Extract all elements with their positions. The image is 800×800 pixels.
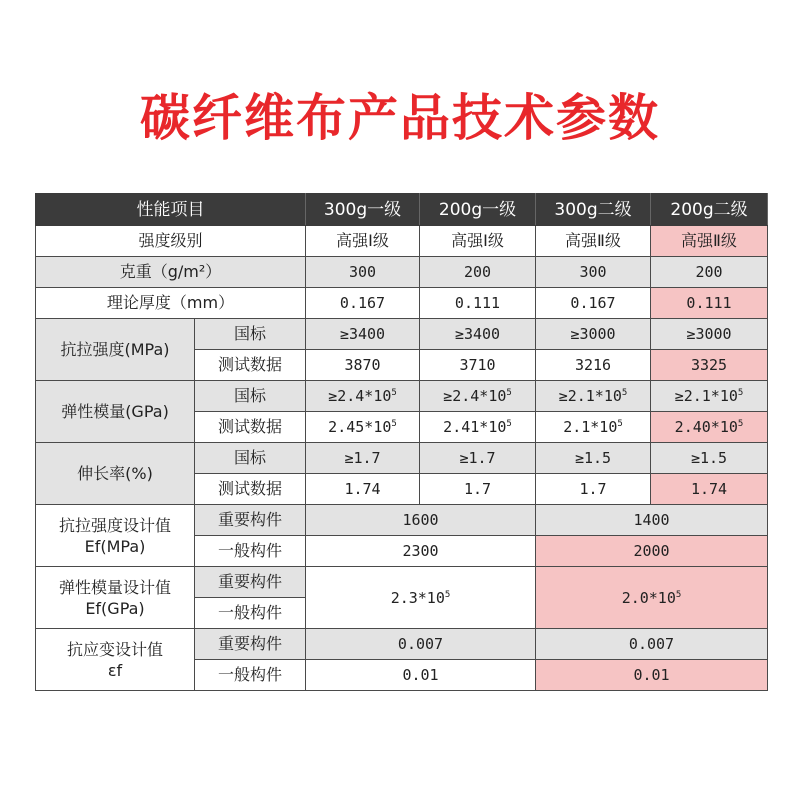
- table-cell: 2300: [306, 536, 536, 567]
- tensile-standard-row: [36, 319, 768, 350]
- important-label: 重要构件: [195, 505, 306, 536]
- table-cell: 200: [420, 257, 536, 288]
- thickness-row: [36, 288, 768, 319]
- exponent: 5: [391, 388, 397, 398]
- general-label: 一般构件: [195, 598, 306, 629]
- strength-grade-row: [36, 226, 768, 257]
- exponent: 5: [391, 419, 397, 429]
- table-cell: 0.167: [306, 288, 420, 319]
- design-tensile-important-row: [36, 505, 768, 536]
- table-cell: [306, 412, 420, 443]
- value: 2.0*10: [621, 588, 676, 607]
- weight-label: 克重（g/m²）: [36, 257, 306, 288]
- value: 2.1*10: [563, 418, 618, 436]
- label-line1: 弹性模量设计值: [58, 577, 171, 597]
- value: ≥2.4*10: [328, 387, 392, 405]
- design-modulus-important-row: [36, 567, 768, 598]
- table-cell: 1400: [536, 505, 768, 536]
- table-cell: 300: [306, 257, 420, 288]
- label-line1: 抗应变设计值: [66, 639, 163, 659]
- header-col-200g-grade1: 200g一级: [420, 194, 536, 226]
- table-cell: 0.01: [306, 660, 536, 691]
- exponent: 5: [444, 589, 451, 600]
- table-cell: 0.167: [536, 288, 651, 319]
- exponent: 5: [737, 419, 744, 429]
- table-cell: [420, 412, 536, 443]
- header-item: 性能项目: [36, 194, 306, 226]
- test-label: 测试数据: [195, 412, 306, 443]
- table-cell: ≥3400: [306, 319, 420, 350]
- header-col-200g-grade2: 200g二级: [651, 194, 768, 226]
- design-tensile-label: [36, 505, 195, 567]
- thickness-label: 理论厚度（mm）: [36, 288, 306, 319]
- important-label: 重要构件: [195, 629, 306, 660]
- table-cell-highlight: 3325: [651, 350, 768, 381]
- table-cell: 高强Ⅱ级: [536, 226, 651, 257]
- header-row: [36, 194, 768, 226]
- table-cell: [536, 381, 651, 412]
- table-cell: 0.007: [306, 629, 536, 660]
- standard-label: 国标: [195, 319, 306, 350]
- table-cell-highlight: [651, 412, 768, 443]
- table-cell: [420, 381, 536, 412]
- table-cell: 1.7: [536, 474, 651, 505]
- table-cell: ≥1.7: [306, 443, 420, 474]
- elongation-standard-row: [36, 443, 768, 474]
- standard-label: 国标: [195, 381, 306, 412]
- table-cell: ≥1.5: [536, 443, 651, 474]
- table-cell: ≥3000: [651, 319, 768, 350]
- test-label: 测试数据: [195, 350, 306, 381]
- exponent: 5: [621, 388, 628, 398]
- header-col-300g-grade1: 300g一级: [306, 194, 420, 226]
- table-cell: 3870: [306, 350, 420, 381]
- value: ≥2.4*10: [443, 387, 507, 405]
- general-label: 一般构件: [195, 536, 306, 567]
- table-cell: [306, 567, 536, 629]
- exponent: 5: [737, 388, 744, 398]
- table-cell-highlight: [536, 567, 768, 629]
- exponent: 5: [617, 419, 623, 429]
- exponent: 5: [506, 388, 512, 398]
- table-cell-highlight: 高强Ⅱ级: [651, 226, 768, 257]
- table-cell: 1.74: [306, 474, 420, 505]
- exponent: 5: [506, 419, 512, 429]
- table-cell: 0.007: [536, 629, 768, 660]
- value: ≥2.1*10: [558, 387, 622, 405]
- design-strain-label: [36, 629, 195, 691]
- modulus-standard-row: [36, 381, 768, 412]
- value: 2.45*10: [328, 418, 392, 436]
- table-cell: 0.111: [420, 288, 536, 319]
- label-line1: 抗拉强度设计值: [58, 515, 171, 535]
- page-title: 碳纤维布产品技术参数: [140, 89, 660, 147]
- table-cell: ≥3400: [420, 319, 536, 350]
- table-cell: [306, 381, 420, 412]
- label-line2: εf: [107, 660, 123, 680]
- label-line2: Ef(GPa): [85, 598, 145, 618]
- table-cell: ≥1.5: [651, 443, 768, 474]
- table-cell: ≥3000: [536, 319, 651, 350]
- table-cell-highlight: 1.74: [651, 474, 768, 505]
- value: 2.3*10: [390, 588, 445, 607]
- standard-label: 国标: [195, 443, 306, 474]
- table-cell: 3710: [420, 350, 536, 381]
- table-cell: [536, 412, 651, 443]
- tensile-label: 抗拉强度(MPa): [36, 319, 195, 381]
- header-col-300g-grade2: 300g二级: [536, 194, 651, 226]
- important-label: 重要构件: [195, 567, 306, 598]
- table-cell: 高强Ⅰ级: [306, 226, 420, 257]
- table-cell-highlight: 0.01: [536, 660, 768, 691]
- weight-row: [36, 257, 768, 288]
- table-cell: 200: [651, 257, 768, 288]
- table-cell: [651, 381, 768, 412]
- table-cell: 1600: [306, 505, 536, 536]
- spec-table: [35, 193, 768, 691]
- strength-grade-label: 强度级别: [36, 226, 306, 257]
- table-cell: 1.7: [420, 474, 536, 505]
- modulus-label: 弹性模量(GPa): [36, 381, 195, 443]
- table-cell-highlight: 2000: [536, 536, 768, 567]
- table-cell: 300: [536, 257, 651, 288]
- table-cell: ≥1.7: [420, 443, 536, 474]
- general-label: 一般构件: [195, 660, 306, 691]
- table-cell: 高强Ⅰ级: [420, 226, 536, 257]
- table-cell-highlight: 0.111: [651, 288, 768, 319]
- value: 2.40*10: [674, 418, 738, 436]
- test-label: 测试数据: [195, 474, 306, 505]
- label-line2: Ef(MPa): [84, 536, 146, 556]
- table-cell: 3216: [536, 350, 651, 381]
- value: 2.41*10: [443, 418, 507, 436]
- design-strain-important-row: [36, 629, 768, 660]
- value: ≥2.1*10: [674, 387, 738, 405]
- exponent: 5: [675, 589, 682, 600]
- elongation-label: 伸长率(%): [36, 443, 195, 505]
- design-modulus-label: [36, 567, 195, 629]
